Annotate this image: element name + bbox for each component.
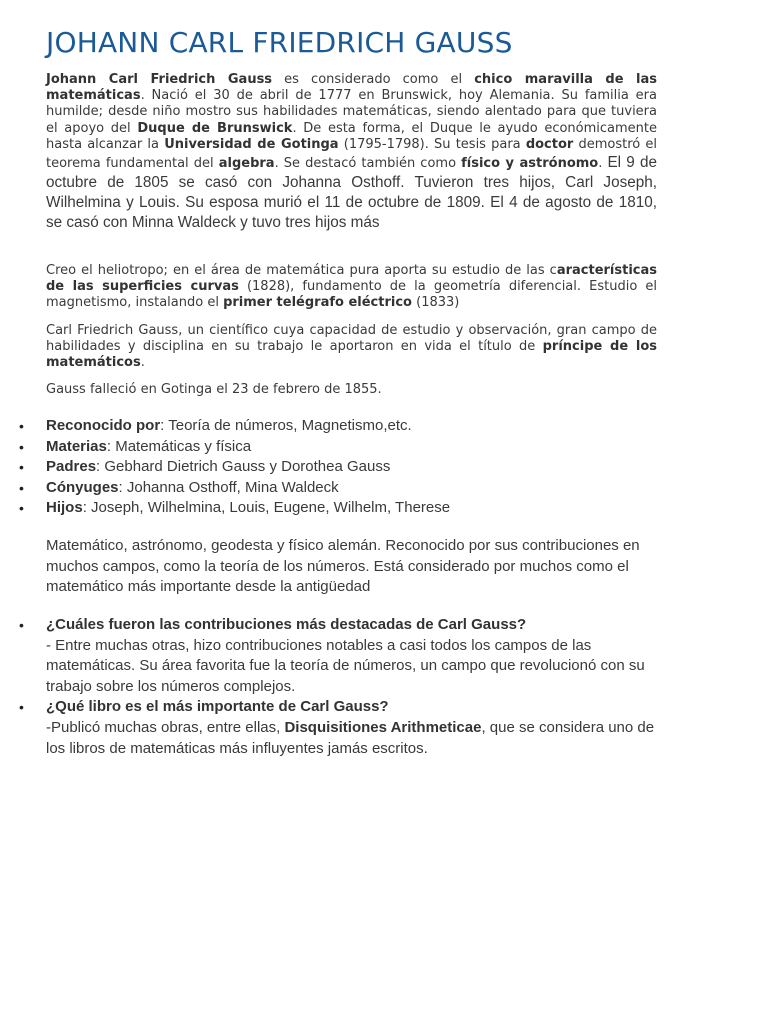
death-paragraph: Gauss falleció en Gotinga el 23 de febrero de 1855. xyxy=(46,382,382,397)
question-text: • ¿Qué libro es el más importante de Carl Gauss? xyxy=(46,698,389,716)
answer-text: -Publicó muchas obras, entre ellas, xyxy=(46,718,285,736)
list-item xyxy=(0,615,666,697)
summary-paragraph: Matemático, astrónomo, geodesta y físico alemán. Reconocido por sus contribuciones en muchos campos, como la teoría de los números. Está considerado por muchos como el matemático más importante desde la antigüedad xyxy=(46,537,640,595)
answer-text: - Entre muchas otras, hizo contribuciones notables a casi todos los campos de las matemáticas. Su área favorita fue la teoría de números, un campo que revolucionó con su trabajo sobre los números complejos. xyxy=(46,636,645,695)
contributions-paragraph: Creo el heliotropo; en el área de matemática pura aporta su estudio de las características de las superficies curvas (1828), fundamento de la geometría diferencial. Estudio el magnetismo, instalando el primer telégrafo eléctrico (1833) xyxy=(46,263,657,311)
list-item: • Reconocido por: Teoría de números, Magnetismo,etc. xyxy=(0,416,666,437)
facts-list xyxy=(0,416,666,519)
list-item: • ¿Qué libro es el más importante de Carl Gauss? -Publicó muchas obras, entre ellas, Disquisitiones Arithmeticae, que se considera uno de los libros de matemáticas más influyentes jamás escritos. xyxy=(0,697,666,759)
list-item: • Cónyuges: Johanna Osthoff, Mina Waldeck xyxy=(0,478,666,499)
qa-list xyxy=(0,615,666,759)
bold-text: Johann Carl Friedrich Gauss xyxy=(46,72,273,87)
question-text: • ¿Cuáles fueron las contribuciones más destacadas de Carl Gauss? xyxy=(46,616,527,633)
page-title: JOHANN CARL FRIEDRICH GAUSS xyxy=(46,26,513,59)
biography-paragraph: Johann Carl Friedrich Gauss es considerado como el chico maravilla de las matemáticas. Nació el 30 de abril de 1777 en Brunswick, hoy Alemania. Su familia era humilde; desde niño mostro sus habilidades matemáticas, siendo alentado para que tuviera el apoyo del Duque de Brunswick. De esta forma, el Duque le ayudo económicamente hasta alcanzar la Universidad de Gotinga (1795-1798). Su tesis para doctor demostró el teorema fundamental del algebra. Se destacó también como físico y astrónomo. El 9 de octubre de 1805 se casó con Johanna Osthoff. Tuvieron tres hijos, Carl Joseph, Wilhelmina y Louis. Su esposa murió el 11 de octubre de 1809. El 4 de agosto de 1810, se casó con Minna Waldeck y tuvo tres hijos más xyxy=(46,72,658,232)
list-item: • Hijos: Joseph, Wilhelmina, Louis, Eugene, Wilhelm, Therese xyxy=(0,498,666,519)
marriage-text: El 9 de octubre de 1805 se casó con Johanna Osthoff. Tuvieron tres hijos, Carl Joseph, Wilhelmina y Louis. Su esposa murió el 11 de octubre de 1809. El 4 de agosto de 1810, se casó con Minna Waldeck y tuvo tres hijos más xyxy=(46,154,658,232)
title-paragraph: Carl Friedrich Gauss, un científico cuya capacidad de estudio y observación, gran campo de habilidades y disciplina en su trabajo le aportaron en vida el título de príncipe de los matemáticos. xyxy=(46,323,658,371)
list-item: • Materias: Matemáticas y física xyxy=(0,437,666,458)
list-item: • Padres: Gebhard Dietrich Gauss y Dorothea Gauss xyxy=(0,457,666,478)
book-title: Disquisitiones Arithmeticae xyxy=(284,718,482,736)
